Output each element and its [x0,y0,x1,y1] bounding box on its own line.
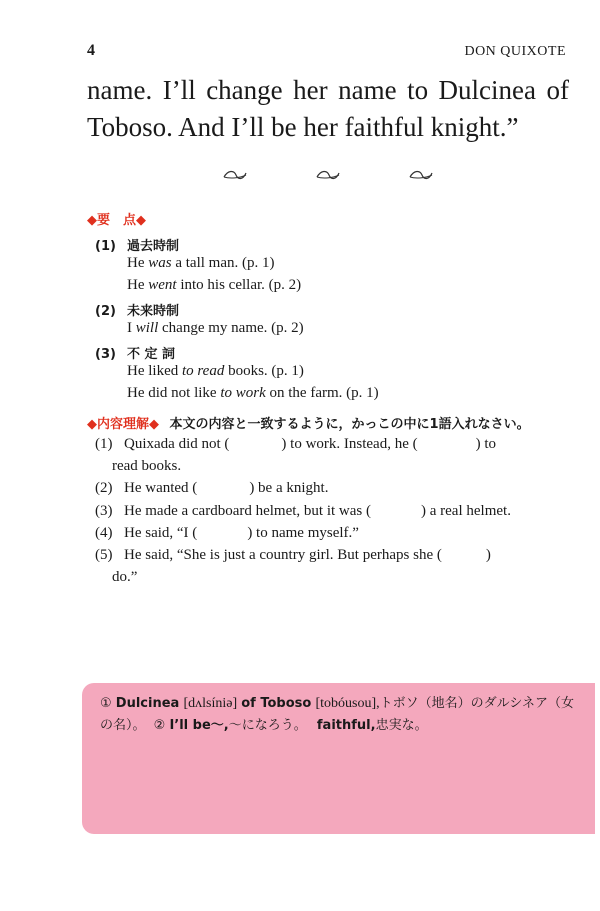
key-point-title [95,343,175,362]
note-term: Dulcinea [115,696,180,711]
key-point-number: (2) [95,304,116,319]
story-line-2: Toboso. And I’ll be her faithful knight.” [87,112,519,142]
key-point-number: (1) [95,239,116,254]
example-sentence: He went into his cellar. (p. 2) [127,277,302,293]
question-item: (3) He made a cardboard helmet, but it was ( ) a real helmet. [95,503,511,519]
section-divider-ornaments [0,168,600,186]
note-term: of Toboso [241,696,312,711]
question-item: (4) He said, “I ( ) to name myself.” [95,525,359,541]
ornament-icon [408,168,434,182]
example-sentence: I will change my name. (p. 2) [127,320,304,336]
ornament-icon [315,168,341,182]
example-sentence: He liked to read books. (p. 1) [127,363,304,379]
vocabulary-notes-box [82,683,595,834]
question-item: (2) He wanted ( ) be a knight. [95,480,329,496]
question-continuation: read books. [112,458,182,474]
page-number: 4 [87,42,95,59]
running-head: DON QUIXOTE [464,44,566,59]
question-item: (1) Quixada did not ( ) to work. Instead, he ( ) to [95,436,497,452]
question-continuation: do.” [112,569,138,585]
comprehension-heading [87,413,530,432]
note-term: faithful, [316,718,376,733]
vocabulary-notes: ① Dulcinea [dʌlsíniə] of Toboso [tobóusou],トボソ（地名）のダルシネア（女の名）。 ② I’ll be～,～になろう。 faithful,忠実な。 [100,696,574,733]
ornament-icon [222,168,248,182]
question-item: (5) He said, “She is just a country girl. But perhaps she ( ) [95,547,491,563]
key-point-title [95,235,179,254]
example-sentence: He was a tall man. (p. 1) [127,255,275,271]
comprehension-instruction: 本文の内容と一致するように，かっこの中に1語入れなさい。 [169,417,530,432]
key-points-heading: ◆要 点◆ [87,213,146,228]
key-point-title [95,300,179,319]
key-point-number: (3) [95,347,116,362]
comprehension-heading-mark: ◆内容理解◆ [87,417,159,432]
example-sentence: He did not like to work on the farm. (p. 1) [127,385,379,401]
key-point-label: 不 定 詞 [127,347,176,362]
key-point-label: 過去時制 [127,239,180,254]
story-line-1: name. I’ll change her name to Dulcinea of [87,75,569,105]
story-text [87,72,569,146]
note-term: I’ll be～, [169,718,229,733]
key-point-label: 未来時制 [127,304,180,319]
